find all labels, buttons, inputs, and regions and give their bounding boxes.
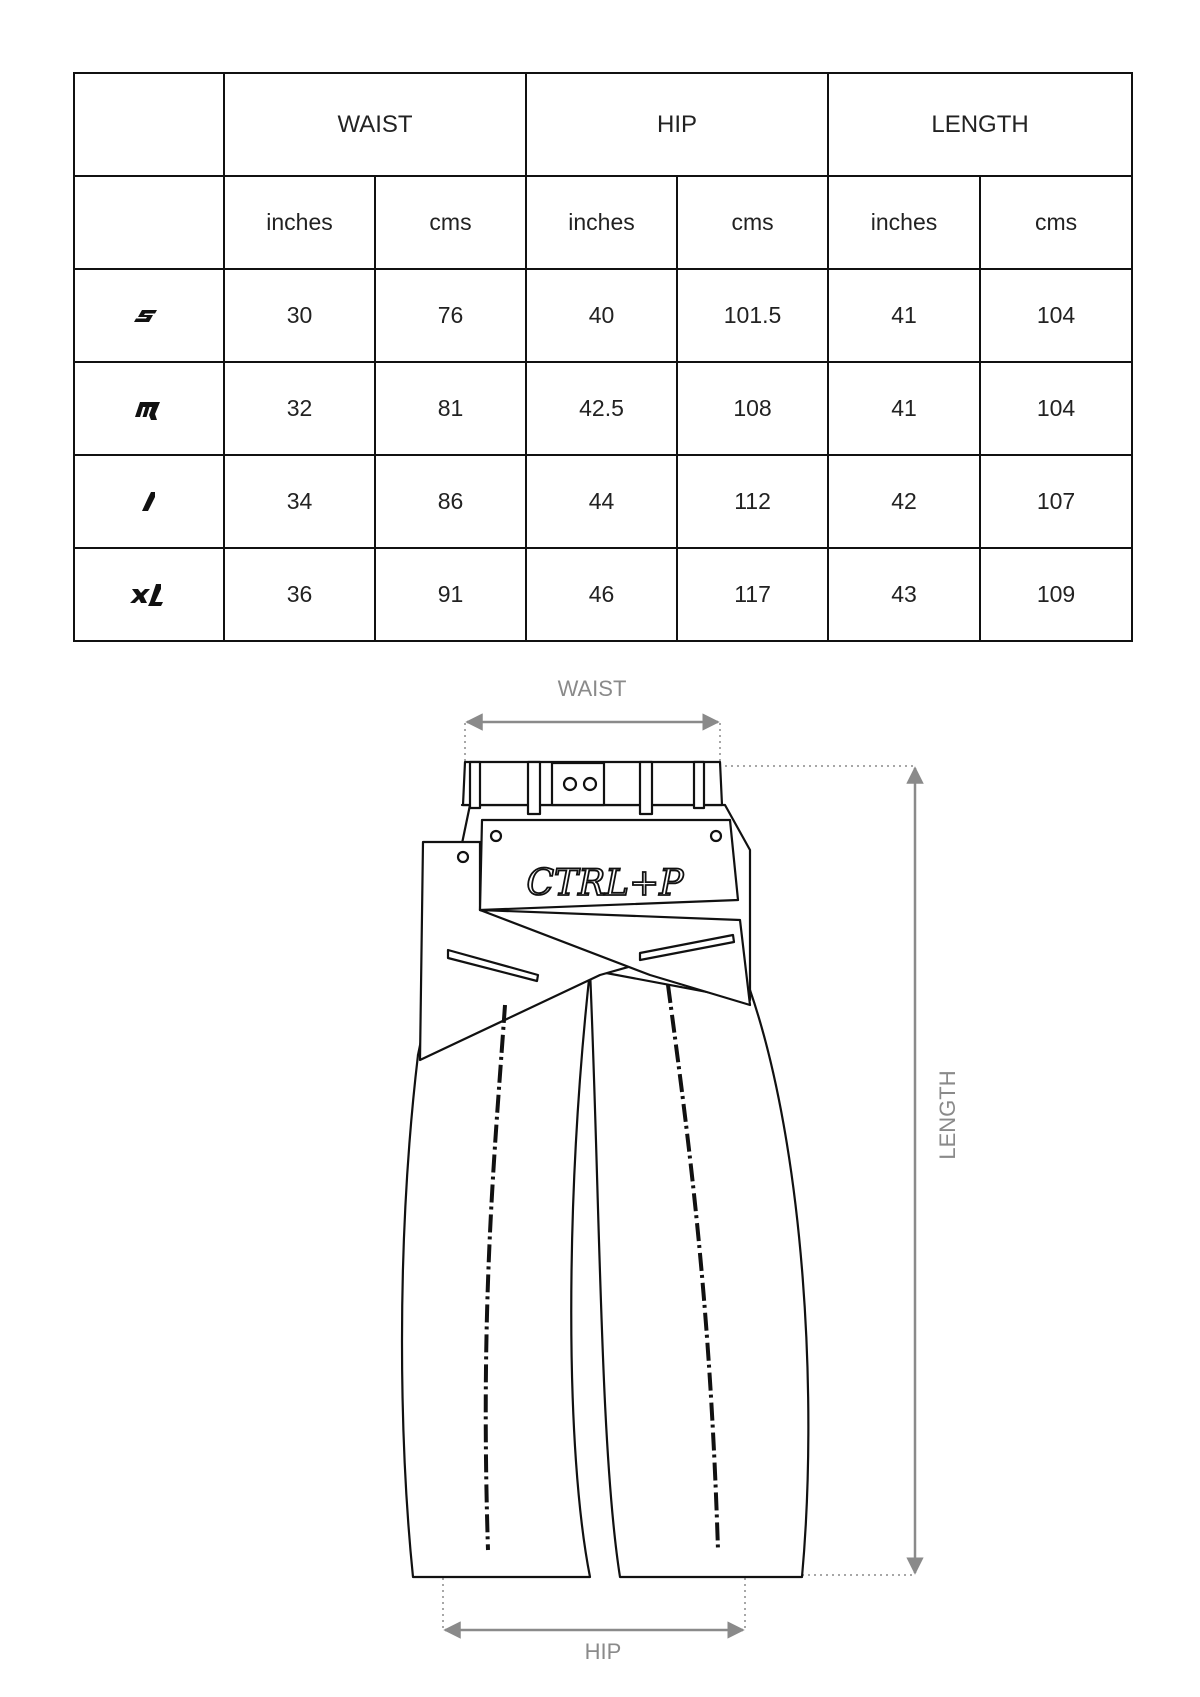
table-cell: 32 [224, 362, 375, 455]
hip-label: HIP [584, 1639, 622, 1664]
length-label: LENGTH [935, 1070, 960, 1160]
left-leg [402, 970, 590, 1577]
table-cell: 46 [526, 548, 677, 641]
unit-header: cms [980, 176, 1132, 269]
unit-header: inches [224, 176, 375, 269]
table-cell: 108 [677, 362, 828, 455]
table-cell: 41 [828, 362, 980, 455]
table-cell: 104 [980, 362, 1132, 455]
group-header-hip: HIP [526, 73, 828, 176]
unit-header: inches [526, 176, 677, 269]
table-cell: 40 [526, 269, 677, 362]
unit-header: cms [375, 176, 526, 269]
table-cell: 36 [224, 548, 375, 641]
belt-loop-far-left [470, 762, 480, 808]
table-cell: 42 [828, 455, 980, 548]
table-cell: 91 [375, 548, 526, 641]
unit-header: inches [828, 176, 980, 269]
table-cell: 41 [828, 269, 980, 362]
table-cell: 104 [980, 269, 1132, 362]
belt-loop-right [640, 762, 652, 814]
right-leg [590, 970, 808, 1577]
table-cell: 86 [375, 455, 526, 548]
logo-text: CTRL+P [526, 863, 684, 904]
table-cell: 101.5 [677, 269, 828, 362]
table-cell: 109 [980, 548, 1132, 641]
table-cell: 81 [375, 362, 526, 455]
waist-label: WAIST [557, 676, 627, 701]
belt-loop-side [694, 762, 704, 808]
table-cell: 42.5 [526, 362, 677, 455]
table-cell: 30 [224, 269, 375, 362]
unit-header: cms [677, 176, 828, 269]
belt-loop-left [528, 762, 540, 814]
group-header-waist: WAIST [224, 73, 526, 176]
table-cell: 107 [980, 455, 1132, 548]
table-cell: 43 [828, 548, 980, 641]
table-cell: 44 [526, 455, 677, 548]
table-cell: 112 [677, 455, 828, 548]
table-cell: 34 [224, 455, 375, 548]
table-cell: 76 [375, 269, 526, 362]
table-cell: 117 [677, 548, 828, 641]
group-header-length: LENGTH [828, 73, 1132, 176]
